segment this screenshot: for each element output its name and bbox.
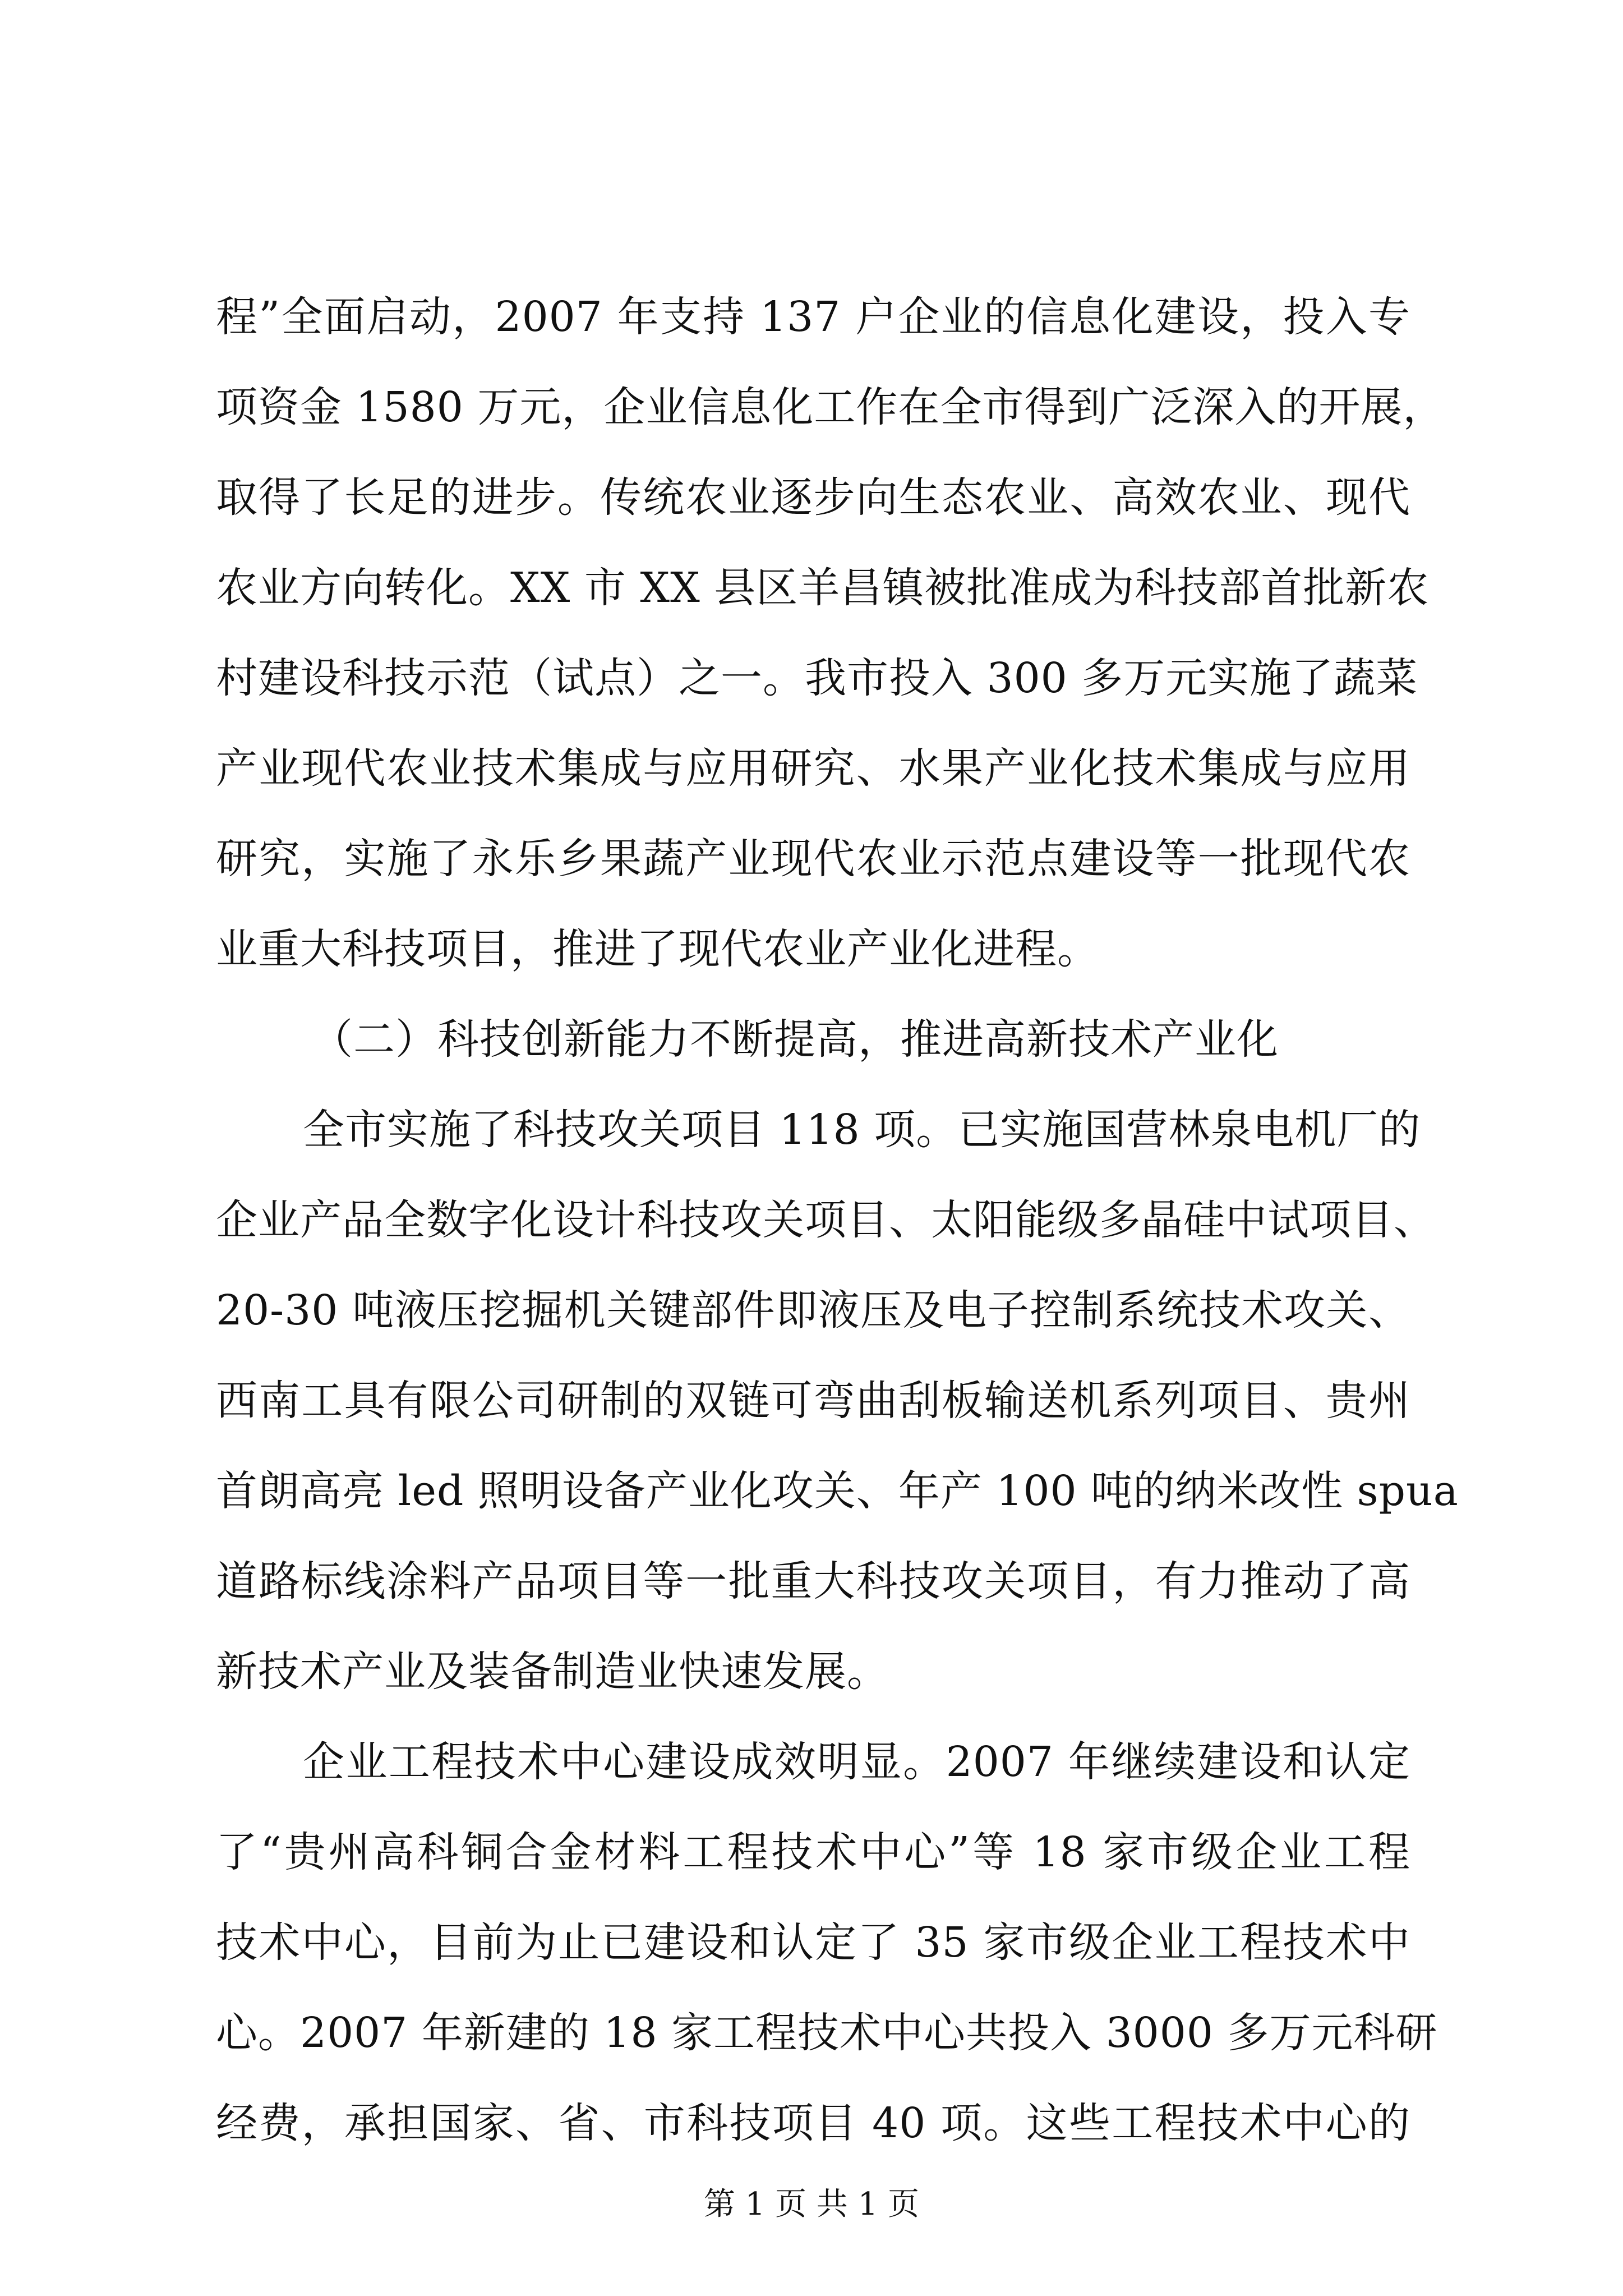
- paragraph-line: 了“贵州高科铜合金材料工程技术中心”等 18 家市级企业工程: [216, 1828, 1410, 1876]
- paragraph-line: 经费，承担国家、省、市科技项目 40 项。这些工程技术中心的: [216, 2099, 1410, 2147]
- page-footer: 第 1 页 共 1 页: [703, 2186, 920, 2223]
- paragraph-line: 西南工具有限公司研制的双链可弯曲刮板输送机系列项目、贵州: [216, 1377, 1410, 1425]
- paragraph-line: 项资金 1580 万元，企业信息化工作在全市得到广泛深入的开展，: [216, 383, 1445, 431]
- paragraph-line: 村建设科技示范（试点）之一。我市投入 300 多万元实施了蔬菜: [216, 654, 1418, 702]
- paragraph-line: 企业工程技术中心建设成效明显。2007 年继续建设和认定: [303, 1738, 1410, 1786]
- paragraph-line: 20-30 吨液压挖掘机关键部件即液压及电子控制系统技术攻关、: [216, 1286, 1410, 1335]
- paragraph-line: 产业现代农业技术集成与应用研究、水果产业化技术集成与应用: [216, 744, 1410, 793]
- paragraph-line: 研究，实施了永乐乡果蔬产业现代农业示范点建设等一批现代农: [216, 835, 1410, 883]
- paragraph-line: 企业产品全数字化设计科技攻关项目、太阳能级多晶硅中试项目、: [216, 1196, 1436, 1244]
- paragraph-line: 取得了长足的进步。传统农业逐步向生态农业、高效农业、现代: [216, 473, 1410, 522]
- paragraph-line: 道路标线涂料产品项目等一批重大科技攻关项目，有力推动了高: [216, 1557, 1410, 1605]
- paragraph-line: 新技术产业及装备制造业快速发展。: [216, 1648, 889, 1696]
- paragraph-line: 程”全面启动，2007 年支持 137 户企业的信息化建设，投入专: [216, 293, 1410, 341]
- paragraph-line: 农业方向转化。XX 市 XX 县区羊昌镇被批准成为科技部首批新农: [216, 564, 1430, 612]
- paragraph-line: 业重大科技项目，推进了现代农业产业化进程。: [216, 925, 1099, 973]
- paragraph-line: 心。2007 年新建的 18 家工程技术中心共投入 3000 多万元科研: [216, 2009, 1438, 2057]
- paragraph-line: 首朗高亮 led 照明设备产业化攻关、年产 100 吨的纳米改性 spua: [216, 1467, 1459, 1515]
- paragraph-line: 全市实施了科技攻关项目 118 项。已实施国营林泉电机厂的: [303, 1106, 1421, 1154]
- paragraph-line: 技术中心，目前为止已建设和认定了 35 家市级企业工程技术中: [216, 1918, 1410, 1967]
- section-heading: （二）科技创新能力不断提高，推进高新技术产业化: [311, 1015, 1279, 1064]
